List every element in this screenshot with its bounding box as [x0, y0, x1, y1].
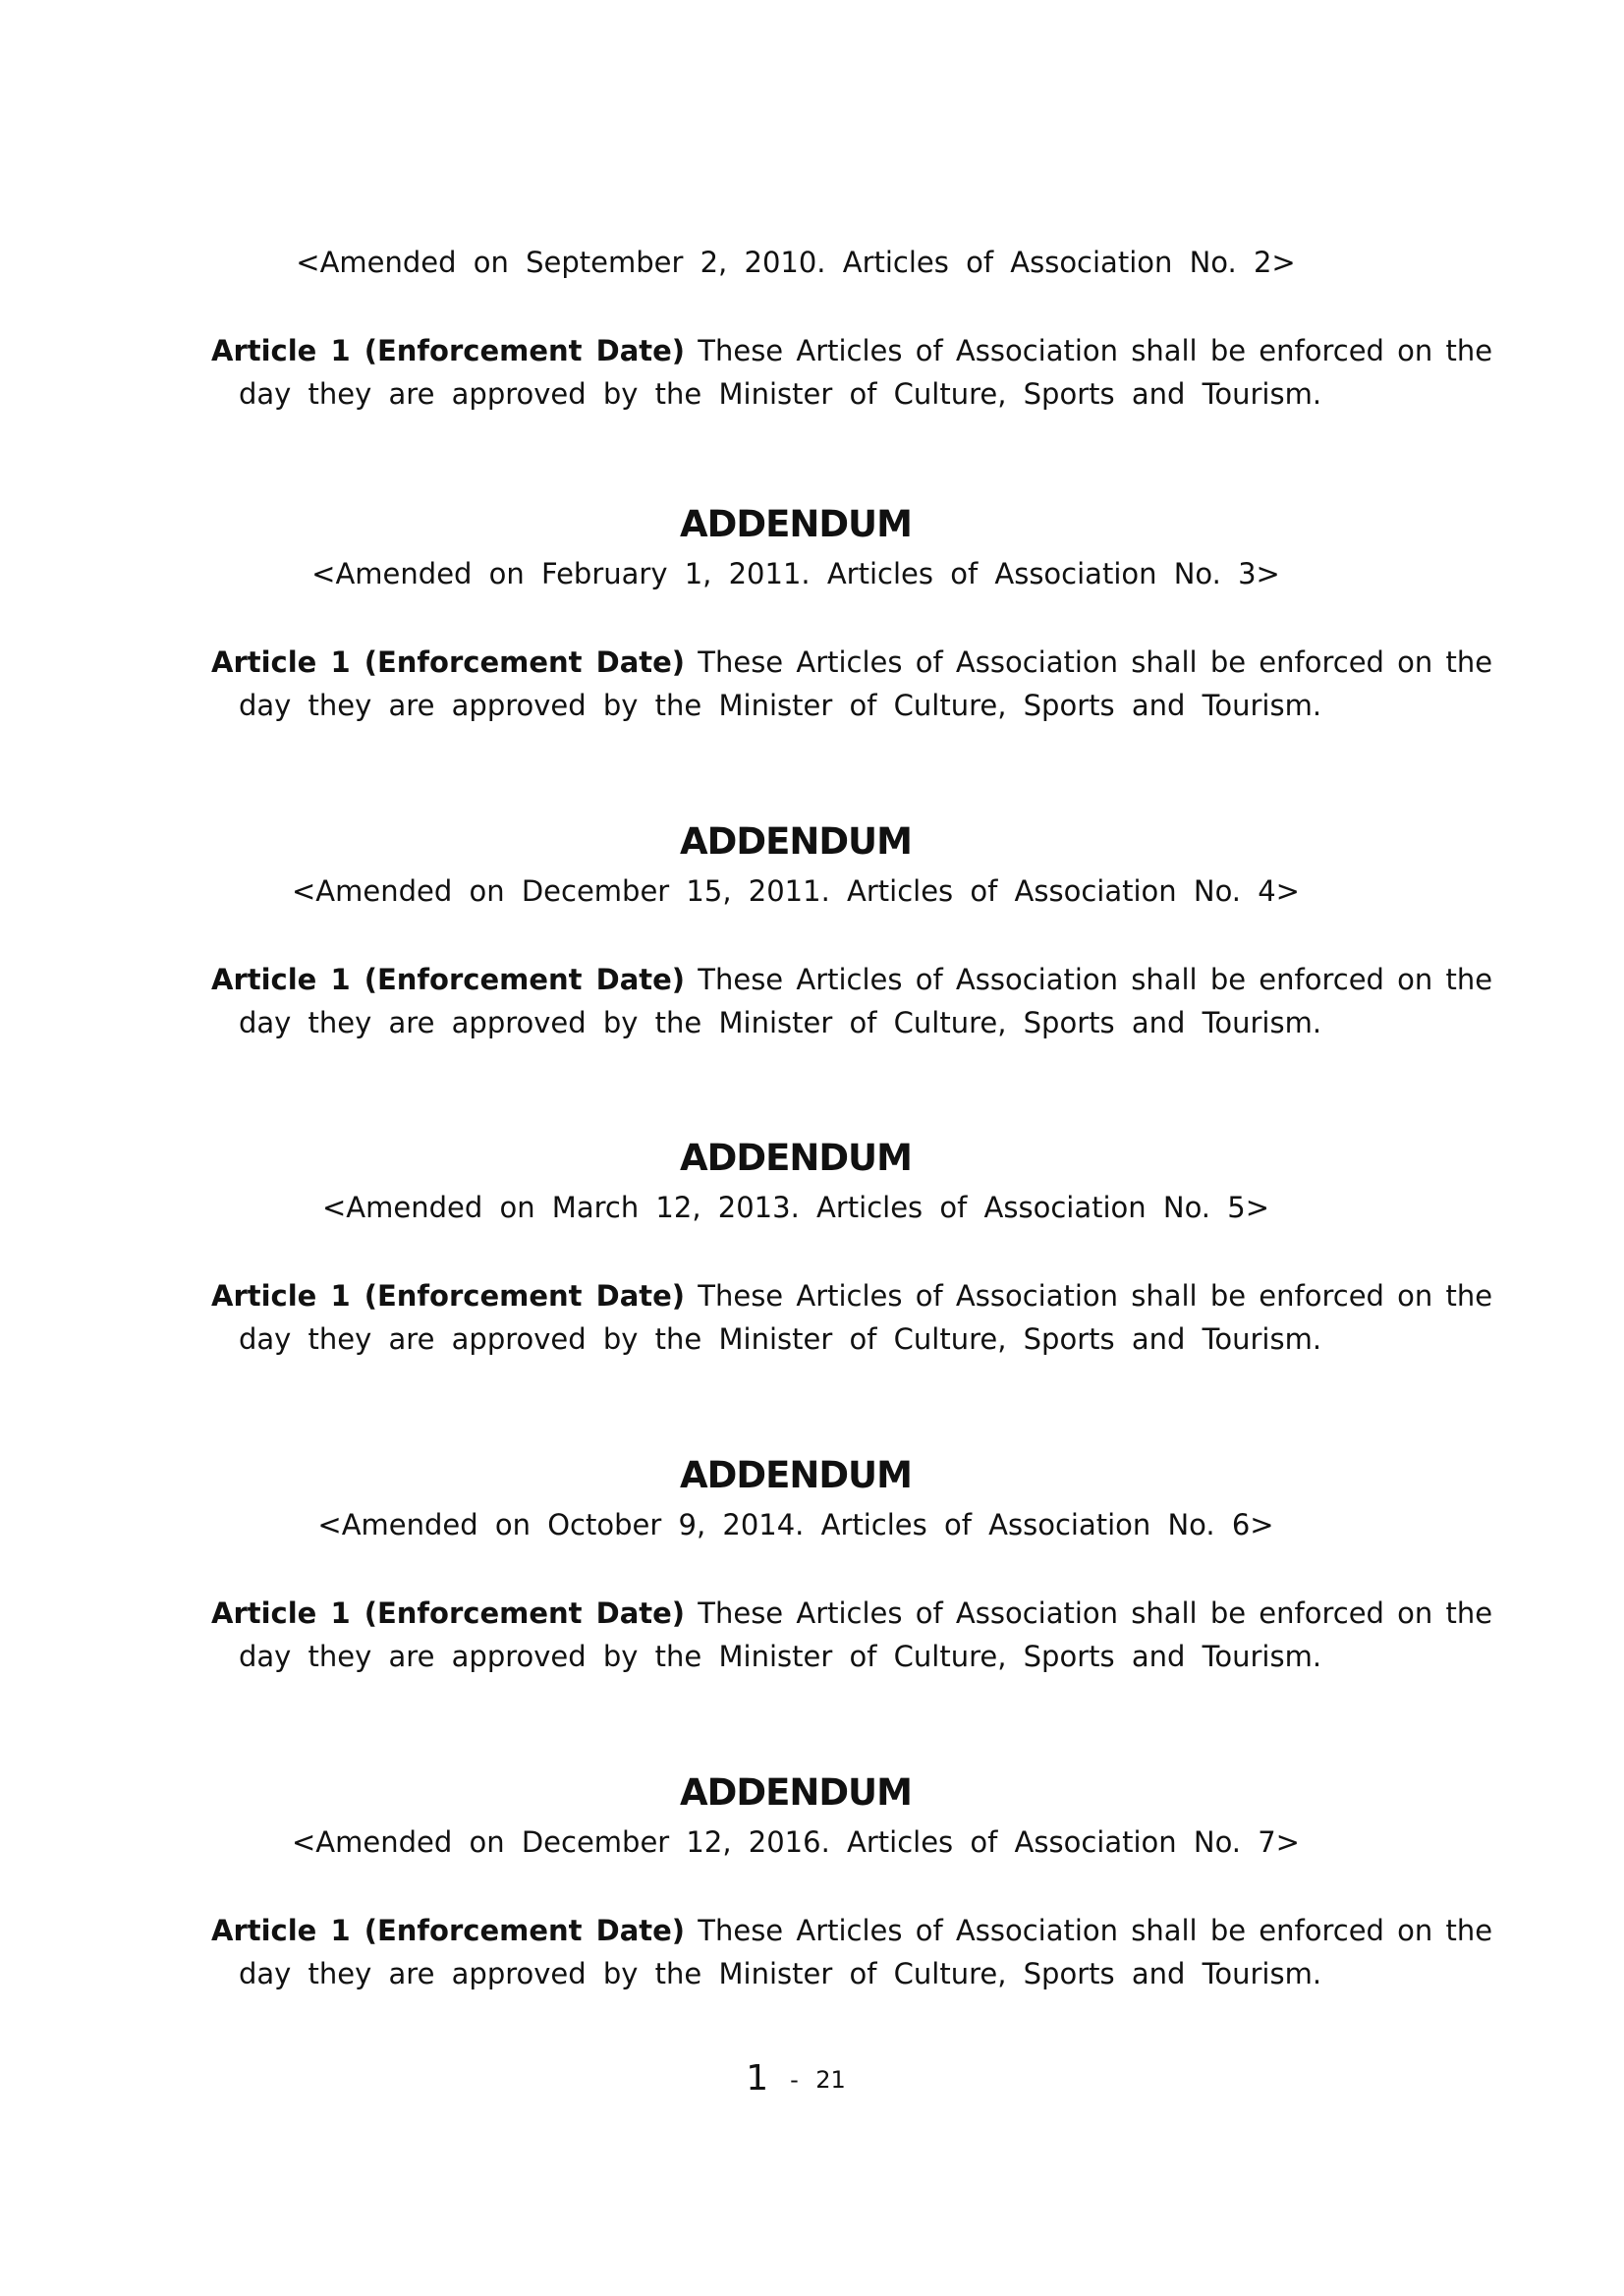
page-number: 1 — [746, 2058, 769, 2099]
article-lead: Article 1 (Enforcement Date) — [211, 1596, 686, 1630]
article-line-1 — [211, 1909, 1493, 1952]
addendum-heading: ADDENDUM — [680, 820, 912, 863]
amendment-note: <Amended on September 2, 2010. Articles of Association No. 2> — [296, 246, 1296, 279]
article-line-1 — [211, 329, 1493, 372]
addendum-heading: ADDENDUM — [680, 1454, 912, 1496]
article-line-1 — [211, 1274, 1493, 1317]
article-text-1: These Articles of Association shall be enforced on the — [698, 1596, 1493, 1630]
article-text-2: day they are approved by the Minister of Culture, Sports and Tourism. — [239, 1322, 1322, 1356]
article-text-1: These Articles of Association shall be enforced on the — [698, 334, 1493, 367]
article-paragraph — [211, 1592, 1493, 1678]
article-text-2: day they are approved by the Minister of Culture, Sports and Tourism. — [239, 377, 1322, 411]
article-paragraph — [211, 958, 1493, 1044]
amendment-note: <Amended on October 9, 2014. Articles of Association No. 6> — [317, 1508, 1274, 1541]
article-lead: Article 1 (Enforcement Date) — [211, 1279, 686, 1313]
amendment-note: <Amended on March 12, 2013. Articles of Association No. 5> — [321, 1191, 1269, 1224]
page-total: 21 — [815, 2066, 846, 2094]
article-lead: Article 1 (Enforcement Date) — [211, 963, 686, 996]
article-text-1: These Articles of Association shall be enforced on the — [698, 1279, 1493, 1313]
article-paragraph — [211, 1274, 1493, 1361]
amendment-note: <Amended on December 15, 2011. Articles of Association No. 4> — [292, 874, 1300, 908]
article-text-2: day they are approved by the Minister of Culture, Sports and Tourism. — [239, 1957, 1322, 1990]
amendment-note: <Amended on December 12, 2016. Articles of Association No. 7> — [292, 1825, 1300, 1859]
article-text-1: These Articles of Association shall be enforced on the — [698, 963, 1493, 996]
article-text-1: These Articles of Association shall be enforced on the — [698, 1914, 1493, 1947]
article-paragraph — [211, 329, 1493, 416]
article-lead: Article 1 (Enforcement Date) — [211, 645, 686, 679]
article-paragraph — [211, 1909, 1493, 1995]
page-footer — [0, 2057, 1592, 2101]
addendum-heading: ADDENDUM — [680, 1771, 912, 1814]
addendum-heading: ADDENDUM — [680, 1137, 912, 1179]
article-text-2: day they are approved by the Minister of Culture, Sports and Tourism. — [239, 689, 1322, 722]
article-line-1 — [211, 641, 1493, 684]
article-line-1 — [211, 1592, 1493, 1635]
article-text-2: day they are approved by the Minister of Culture, Sports and Tourism. — [239, 1640, 1322, 1673]
article-text-2: day they are approved by the Minister of Culture, Sports and Tourism. — [239, 1006, 1322, 1039]
article-text-1: These Articles of Association shall be enforced on the — [698, 645, 1493, 679]
amendment-note: <Amended on February 1, 2011. Articles of Association No. 3> — [311, 557, 1280, 590]
article-paragraph — [211, 641, 1493, 727]
article-lead: Article 1 (Enforcement Date) — [211, 334, 686, 367]
article-lead: Article 1 (Enforcement Date) — [211, 1914, 686, 1947]
addendum-heading: ADDENDUM — [680, 503, 912, 545]
article-line-1 — [211, 958, 1493, 1001]
page-separator: - — [790, 2066, 799, 2094]
